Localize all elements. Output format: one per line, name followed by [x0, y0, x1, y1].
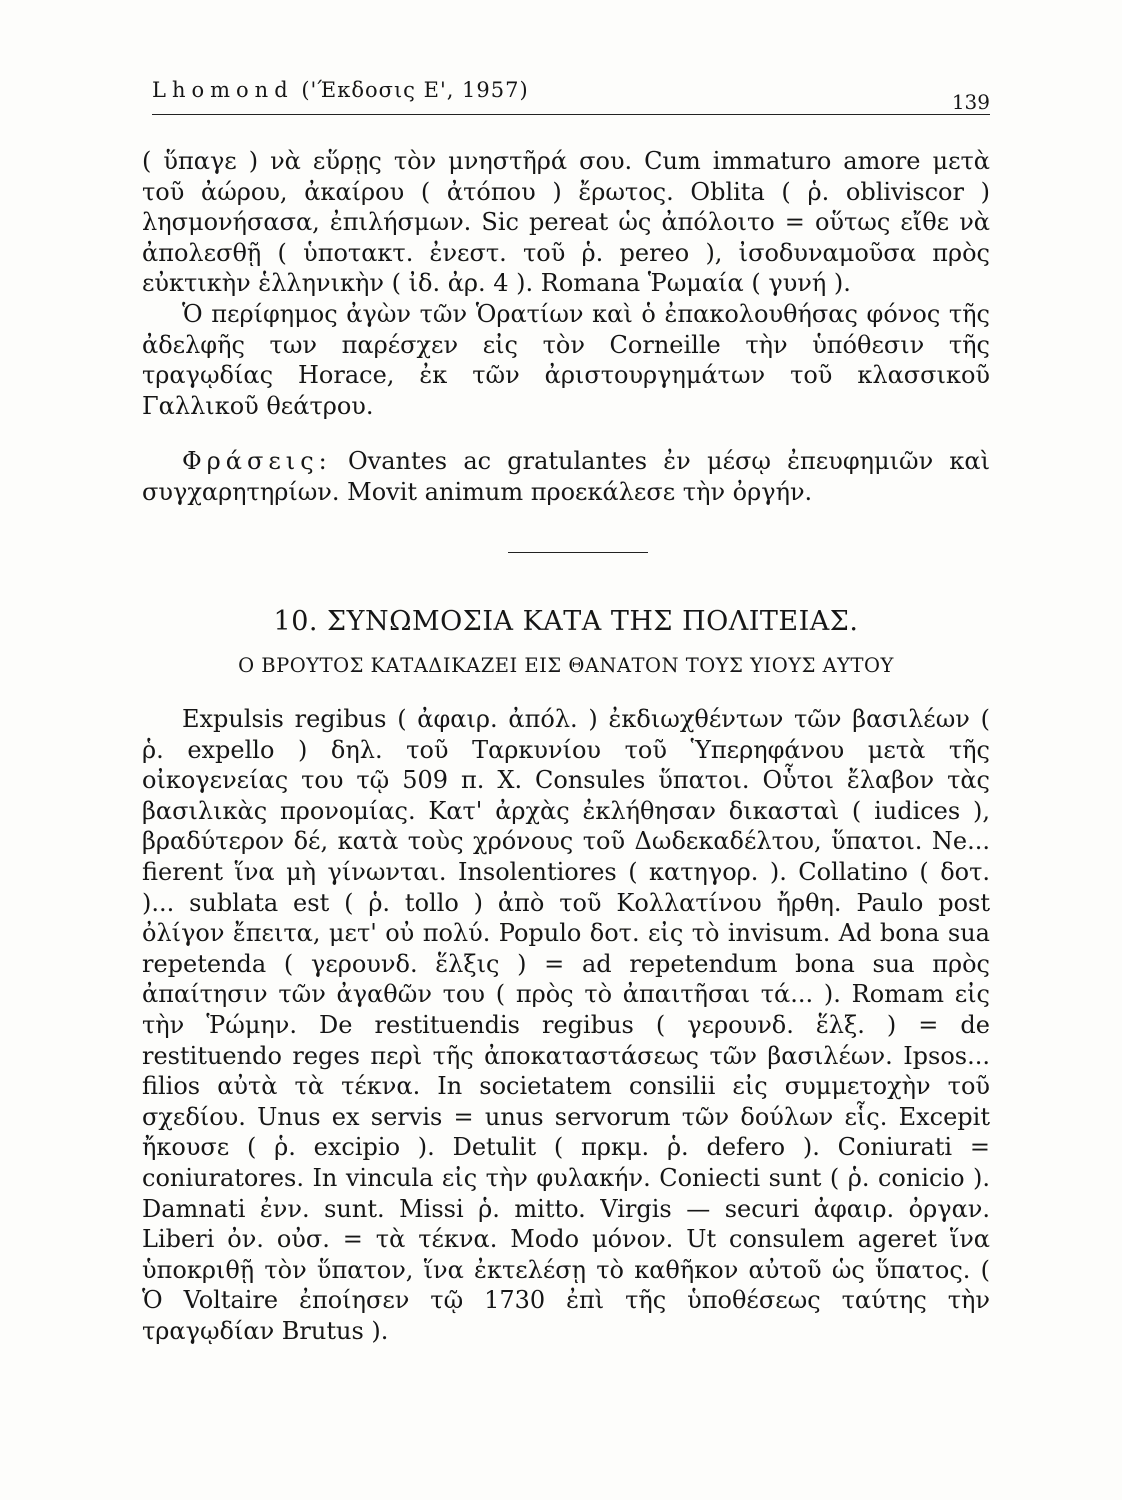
running-head-title — [152, 78, 529, 102]
running-head-author: Lhomond — [152, 78, 294, 102]
section-commentary-paragraph: Expulsis regibus ( ἀφαιρ. ἀπόλ. ) ἐκδιωχθέντων τῶν βασιλέων ( ῥ. expello ) δηλ. τοῦ Ταρκυνίου τοῦ Ὑπερηφάνου μετὰ τῆς οἰκογενείας του τῷ 509 π. Χ. Consules ὕπατοι. Οὗτοι ἔλαβον τὰς βασιλικὰς προνομίας. Κατ' ἀρχὰς ἐκλήθησαν δικασταὶ ( iudices ), βραδύτερον δέ, κατὰ τοὺς χρόνους τοῦ Δωδεκαδέλτου, ὕπατοι. Ne... fierent ἵνα μὴ γίνωνται. Insolentiores ( κατηγορ. ). Collatino ( δοτ. )... sublata est ( ῥ. tollo ) ἀπὸ τοῦ Κολλατίνου ἤρθη. Paulo post ὀλίγον ἔπειτα, μετ' οὐ πολύ. Populo δοτ. εἰς τὸ invisum. Ad bona sua repetenda ( γερουνδ. ἕλξις ) = ad repetendum bona sua πρὸς ἀπαίτησιν τῶν ἀγαθῶν του ( πρὸς τὸ ἀπαιτῆσαι τά... ). Romam εἰς τὴν Ῥώμην. De restituendis regibus ( γερουνδ. ἕλξ. ) = de restituendo reges περὶ τῆς ἀποκαταστάσεως τῶν βασιλέων. Ipsos... filios αὐτὰ τὰ τέκνα. In societatem consilii εἰς συμμετοχὴν τοῦ σχεδίου. Unus ex servis = unus servorum τῶν δούλων εἷς. Excepit ἤκουσε ( ῥ. excipio ). Detulit ( πρκμ. ῥ. defero ). Coniurati = coniuratores. In vincula εἰς τὴν φυλακήν. Coniecti sunt ( ῥ. conicio ). Damnati ἐνν. sunt. Missi ῥ. mitto. Virgis — securi ἀφαιρ. ὀργαν. Liberi ὀν. οὐσ. = τὰ τέκνα. Modo μόνον. Ut consulem ageret ἵνα ὑποκριθῇ τὸν ὕπατον, ἵνα ἐκτελέσῃ τὸ καθῆκον αὐτοῦ ὡς ὕπατος. ( Ὁ Voltaire ἐποίησεν τῷ 1730 ἐπὶ τῆς ὑποθέσεως ταύτης τὴν τραγῳδίαν Brutus ). — [142, 705, 990, 1345]
phrases-block — [142, 446, 990, 507]
section-title: 10. ΣΥΝΩΜΟΣΙΑ ΚΑΤΑ ΤΗΣ ΠΟΛΙΤΕΙΑΣ. — [273, 606, 859, 637]
section-divider — [508, 552, 648, 553]
section-commentary — [142, 704, 990, 1346]
previous-commentary — [142, 146, 990, 421]
phrases-text: Ovantes ac gratulantes ἐν μέσῳ ἐπευφημιῶν καὶ συγχαρητηρίων. Movit animum προεκάλεσε τὴν ὀργήν. — [142, 447, 990, 506]
section-subtitle: Ο ΒΡΟΥΤΟΣ ΚΑΤΑΔΙΚΑΖΕΙ ΕΙΣ ΘΑΝΑΤΟΝ ΤΟΥΣ ΥΙΟΥΣ ΑΥΤΟΥ — [238, 654, 894, 677]
phrases-label: Φράσεις: — [182, 447, 332, 475]
running-header — [152, 74, 990, 115]
phrases-paragraph — [142, 446, 990, 507]
commentary-paragraph-1: ( ὕπαγε ) νὰ εὕρῃς τὸν μνηστῆρά σου. Cum immaturo amore μετὰ τοῦ ἀώρου, ἀκαίρου ( ἀτόπου ) ἔρωτος. Oblita ( ῥ. obliviscor ) λησμονήσασα, ἐπιλήσμων. Sic pereat ὡς ἀπόλοιτο = οὕτως εἴθε νὰ ἀπολεσθῇ ( ὑποτακτ. ἐνεστ. τοῦ ῥ. pereo ), ἰσοδυναμοῦσα πρὸς εὐκτικὴν ἑλληνικὴν ( ἰδ. ἀρ. 4 ). Romana Ῥωμαία ( γυνή ). — [142, 147, 990, 298]
running-head-edition: ('Έκδοσις Ε', 1957) — [301, 78, 529, 102]
page-number: 139 — [951, 90, 990, 114]
commentary-paragraph-2: Ὁ περίφημος ἀγὼν τῶν Ὁρατίων καὶ ὁ ἐπακολουθήσας φόνος τῆς ἀδελφῆς των παρέσχεν εἰς τὸν Corneille τὴν ὑπόθεσιν τῆς τραγῳδίας Horace, ἐκ τῶν ἀριστουργημάτων τοῦ κλασσικοῦ Γαλλικοῦ θεάτρου. — [142, 299, 990, 420]
